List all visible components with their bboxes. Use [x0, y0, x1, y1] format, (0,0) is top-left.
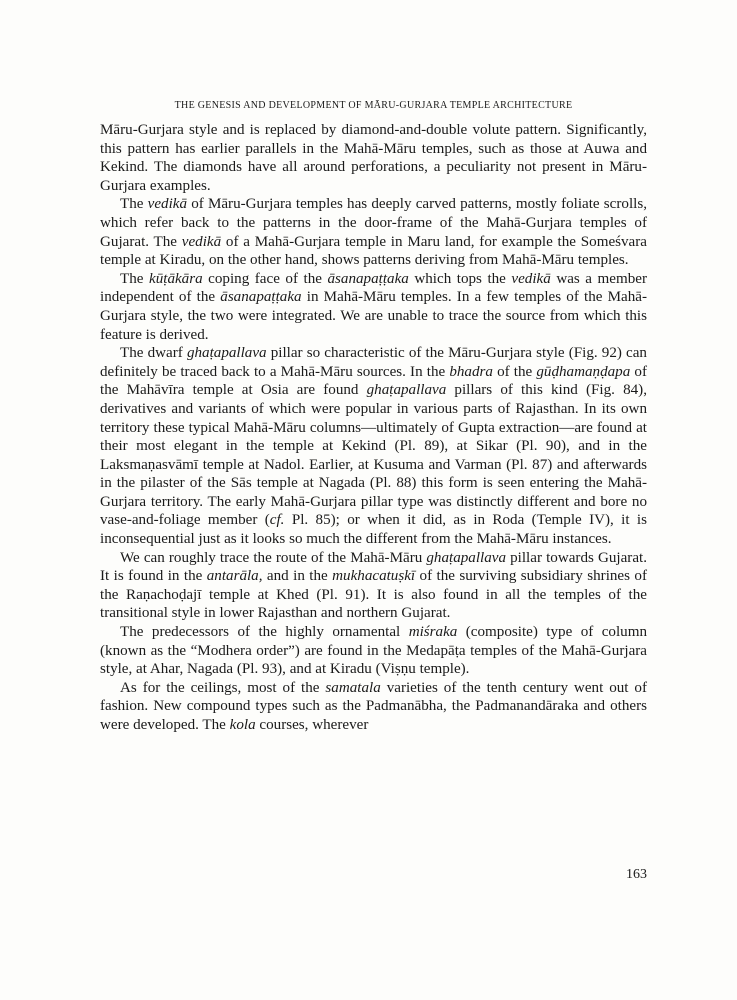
- text-run: Māru-Gurjara style and is replaced by diamond-and-double volute pattern. Significantly, this pattern has earlier parallels in the Mahā-Māru temples, such as those at Auwa and Kekind. The diamonds have all around perforations, a peculiarity not present in Māru-Gurjara examples.: [100, 122, 647, 194]
- text-run: The: [120, 270, 149, 287]
- body-text: [100, 121, 647, 735]
- italic-term: cf.: [269, 512, 285, 529]
- text-run: pillar so characteristic of the Māru-Gurjara style (Fig. 92) can definitely be traced back to a Mahā-Māru sources. In the: [100, 345, 647, 380]
- italic-term: miśraka: [408, 624, 458, 641]
- running-head: THE GENESIS AND DEVELOPMENT OF MĀRU-GURJARA TEMPLE ARCHITECTURE: [174, 100, 573, 111]
- text-run: (composite) type of column (known as the “Modhera order”) are found in the Medapāṭa temples of the Mahā-Gurjara style, at Ahar, Nagada (Pl. 93), and at Kiradu (Viṣṇu temple).: [100, 624, 647, 678]
- text-run: The: [120, 196, 148, 213]
- text-run: was a member independent of the: [100, 270, 647, 306]
- text-run: and in the: [262, 568, 333, 585]
- text-run: of a Mahā-Gurjara temple in Maru land, for example the Someśvara temple at Kiradu, on the other hand, shows patterns deriving from Mahā-Māru temples.: [100, 233, 647, 269]
- text-run: pillars of this kind (Fig. 84), derivatives and variants of which were popular in various parts of Rajasthan. In its own territory these typical Mahā-Māru columns—ultimately of Gupta extraction—are found at their most elegant in the temple at Kekind (Pl. 89), at Sikar (Pl. 90), and in the Laksmaṇasvāmī temple at Nadol. Earlier, at Kusuma and Varman (Pl. 87) and afterwards in the pilaster of the Sās temple at Nagada (Pl. 88) this form is seen entering the Mahā-Gurjara territory. The early Mahā-Gurjara pillar type was distinctly different and bore no vase-and-foliage member (: [100, 382, 647, 529]
- page: [100, 100, 647, 735]
- text-run: coping face of the: [202, 270, 328, 287]
- text-run: pillar towards Gujarat. It is found in the: [100, 549, 647, 585]
- text-run: courses, wherever: [255, 717, 369, 733]
- page-number: 163: [626, 867, 647, 882]
- text-run: The dwarf: [120, 345, 187, 362]
- italic-term: āsanapaṭṭaka: [327, 270, 409, 287]
- italic-term: mukhacatuṣkī: [332, 568, 416, 585]
- italic-term: gūḍhamaṇḍapa: [536, 363, 631, 380]
- italic-term: āsanapaṭṭaka: [220, 289, 302, 306]
- text-run: We can roughly trace the route of the Mahā-Māru: [120, 549, 427, 566]
- italic-term: ghaṭapallava: [426, 549, 507, 566]
- paragraph: [100, 549, 647, 623]
- text-run: of Māru-Gurjara temples has deeply carved patterns, mostly foliate scrolls, which refer back to the patterns in the door-frame of the Mahā-Gurjara temples of Gujarat. The: [100, 196, 647, 250]
- italic-term: bhadra: [449, 363, 493, 380]
- italic-term: vedikā: [181, 233, 222, 250]
- text-run: As for the ceilings, most of the: [120, 679, 326, 696]
- italic-term: antarāla,: [206, 568, 263, 585]
- paragraph: [100, 195, 647, 269]
- italic-term: kola: [229, 717, 256, 733]
- text-run: varieties of the tenth century went out of fashion. New compound types such as the Padmanābha, the Padmanandāraka and others were developed. The: [100, 679, 647, 733]
- paragraph: [100, 679, 647, 735]
- text-run: Pl. 85); or when it did, as in Roda (Temple IV), it is inconsequential just as it looks so much the different from the Mahā-Māru instances.: [100, 512, 647, 548]
- paragraph: [100, 623, 647, 679]
- italic-term: kūṭākāra: [149, 270, 203, 287]
- text-run: of the surviving subsidiary shrines of the Raṇachoḍajī temple at Khed (Pl. 91). It is also found in all the temples of the transitional style in lower Rajasthan and northern Gujarat.: [100, 568, 647, 622]
- text-run: The predecessors of the highly ornamental: [120, 624, 409, 641]
- italic-term: samatala: [325, 679, 381, 696]
- text-run: in Mahā-Māru temples. In a few temples of the Mahā-Gurjara style, the two were integrated. We are unable to trace the source from which this feature is derived.: [100, 289, 647, 343]
- italic-term: vedikā: [511, 270, 551, 287]
- italic-term: ghaṭapallava: [366, 382, 447, 399]
- text-run: which tops the: [408, 270, 512, 287]
- italic-term: vedikā: [147, 196, 188, 213]
- text-run: of the Mahāvīra temple at Osia are found: [100, 363, 647, 399]
- paragraph: [100, 270, 647, 344]
- text-run: of the: [492, 363, 537, 380]
- italic-term: ghaṭapallava: [186, 345, 267, 362]
- paragraph: [100, 344, 647, 549]
- paragraph: [100, 121, 647, 195]
